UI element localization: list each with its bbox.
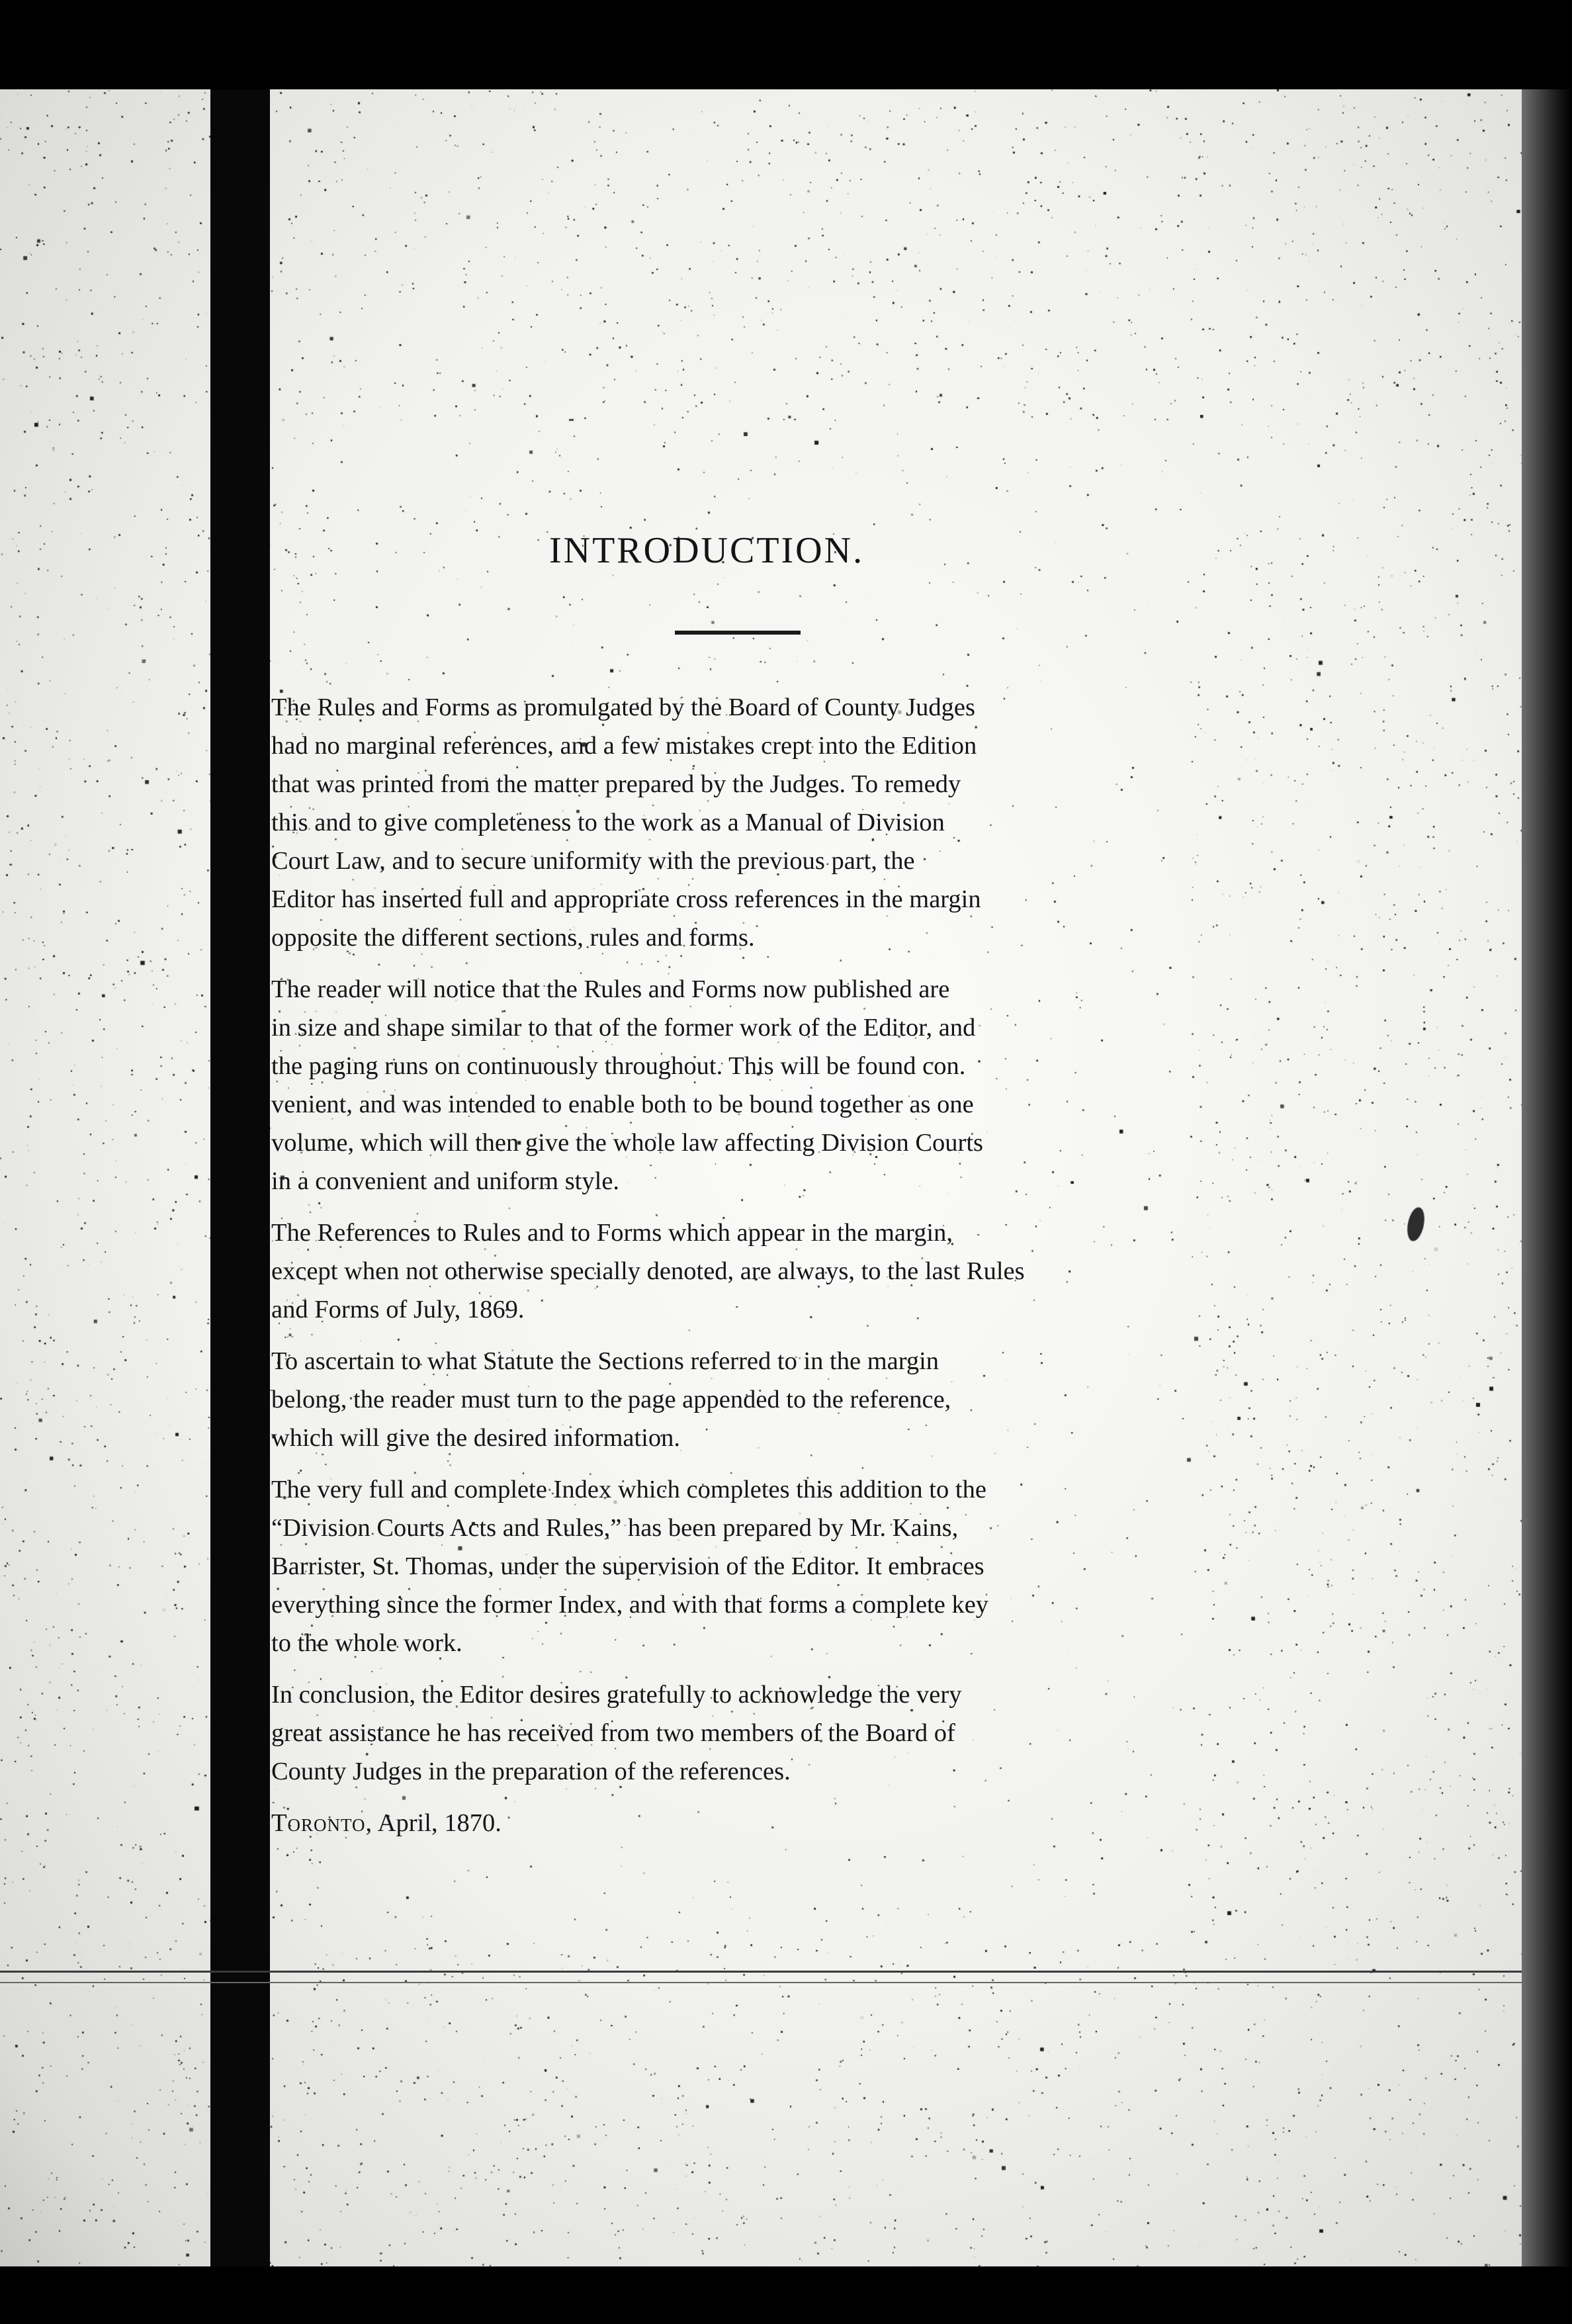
text-line: To ascertain to what Statute the Sections referred to in the margin [271,1347,939,1375]
bottom-rule [0,1971,1522,1973]
paragraph [271,1342,1224,1457]
text-line: the paging runs on continuously throughout. This will be found con. [271,1052,966,1080]
text-line: which will give the desired information. [271,1424,680,1452]
text-line: except when not otherwise specially denoted, are always, to the last Rules [271,1257,1025,1285]
paragraph [271,1214,1224,1329]
text-line: this and to give completeness to the work as a Manual of Division [271,809,945,836]
paragraph [271,1470,1224,1662]
text-line: everything since the former Index, and with that forms a complete key [271,1591,989,1619]
text-line: and Forms of July, 1869. [271,1296,525,1323]
text-line: The Rules and Forms as promulgated by the Board of County Judges [271,693,975,721]
text-line: Barrister, St. Thomas, under the supervision of the Editor. It embraces [271,1552,984,1580]
right-edge-shadow [1522,89,1572,2266]
paragraph-list [271,688,1224,1791]
text-line: The reader will notice that the Rules and Forms now published are [271,975,950,1003]
scanned-page [0,89,1572,2266]
text-line: The very full and complete Index which completes this addition to the [271,1476,986,1503]
paragraph [271,1676,1224,1791]
binding-gutter-shadow [210,89,270,2266]
title-rule [675,631,801,635]
text-line: had no marginal references, and a few mistakes crept into the Edition [271,732,977,760]
text-line: Court Law, and to secure uniformity with the previous part, the [271,847,915,875]
text-line: in a convenient and uniform style. [271,1167,620,1195]
text-line: great assistance he has received from two members of the Board of [271,1719,955,1747]
signoff-place: Toronto, [271,1809,373,1837]
text-line: County Judges in the preparation of the references. [271,1758,791,1785]
paragraph [271,970,1224,1200]
text-line: venient, and was intended to enable both to be bound together as one [271,1091,974,1118]
signoff [271,1804,1224,1842]
text-line: in size and shape similar to that of the former work of the Editor, and [271,1014,976,1042]
text-line: to the whole work. [271,1629,462,1657]
text-line: The References to Rules and to Forms which appear in the margin, [271,1219,953,1247]
paragraph [271,688,1224,957]
signoff-date: April, 1870. [377,1809,502,1837]
bottom-rule-thin [0,1982,1522,1983]
page-title: INTRODUCTION. [549,530,865,571]
text-line: volume, which will then give the whole law affecting Division Courts [271,1129,984,1157]
text-line: belong, the reader must turn to the page appended to the reference, [271,1386,951,1413]
text-line: that was printed from the matter prepared by the Judges. To remedy [271,770,961,798]
text-line: In conclusion, the Editor desires gratefully to acknowledge the very [271,1681,962,1709]
body-text [271,688,1224,1842]
text-line: “Division Courts Acts and Rules,” has been prepared by Mr. Kains, [271,1514,959,1542]
text-line: Editor has inserted full and appropriate cross references in the margin [271,885,981,913]
text-line: opposite the different sections, rules and forms. [271,924,755,952]
